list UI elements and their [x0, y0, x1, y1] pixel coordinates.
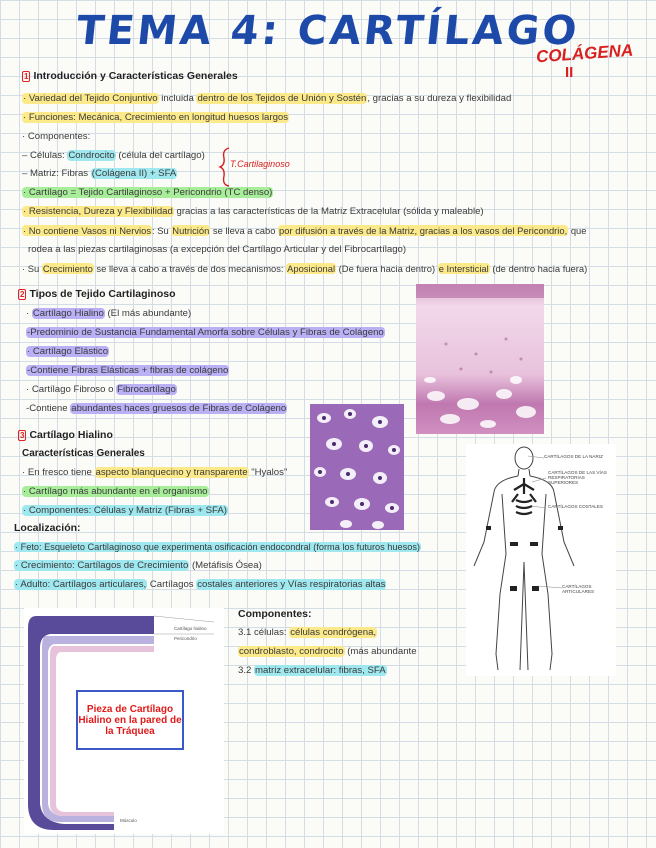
body-cartilage-figure [466, 444, 616, 676]
intro-line-8: · No contiene Vasos ni Nervios: Su Nutrición se lleva a cabo por difusión a través de la Matriz, gracias a los vasos del Pericondrio, que [23, 225, 587, 236]
elastic-histology-image [310, 404, 404, 530]
intro-line-3: · Componentes: [22, 131, 91, 142]
section-1-number: 1 [24, 72, 29, 81]
localization-line-1: · Feto: Esqueleto Cartilaginoso que experimenta osificación endocondral (forma los futuros huesos) [15, 542, 420, 552]
body-label-articular: CARTÍLAGOS ARTICULARES [562, 584, 595, 595]
intro-line-6: · Cartílago = Tejido Cartilaginoso + Pericondrio (TC denso) [23, 187, 273, 198]
intro-line-4: – Células: Condrocito (célula del cartílago) [22, 150, 205, 161]
types-line-4: -Contiene Fibras Elásticas + fibras de colágeno [27, 365, 229, 376]
section-2-number: 2 [20, 290, 25, 299]
section-3-subheading: Características Generales [22, 448, 145, 459]
components-line-3: 3.2 matriz extracelular: fibras, SFA [238, 665, 386, 676]
page-title: TEMA 4: CARTÍLAGO [74, 8, 582, 54]
localization-heading: Localización: [14, 522, 81, 534]
intro-line-1: · Variedad del Tejido Conjuntivo incluida dentro de los Tejidos de Unión y Sostén, gracias a su dureza y flexibilidad [23, 93, 512, 104]
section-2-title: Tipos de Tejido Cartilaginoso [29, 288, 176, 300]
types-line-1: · Cartílago Hialino (El más abundante) [26, 308, 192, 319]
intro-line-9: rodea a las piezas cartilaginosas (a excepción del Cartílago Articular y del Fibrocartílago) [28, 244, 407, 255]
side-note-colagena: COLÁGENA [535, 40, 634, 67]
trachea-label-muscle: Músculo [120, 818, 137, 823]
side-note-type: II [565, 64, 574, 81]
types-line-2: -Predominio de Sustancia Fundamental Amorfa sobre Células y Fibras de Colágeno [27, 327, 384, 338]
section-1-title: Introducción y Características Generales [33, 70, 238, 82]
section-2-heading [18, 288, 176, 300]
types-line-3: · Cartílago Elástico [27, 346, 109, 357]
components-line-1: 3.1 células: células condrógena, [238, 627, 377, 638]
localization-line-2: · Crecimiento: Cartílagos de Crecimiento (Metáfisis Ósea) [15, 560, 262, 571]
section-1-heading [22, 70, 238, 82]
components-heading: Componentes: [238, 608, 312, 620]
intro-line-7: · Resistencia, Dureza y Flexibilidad gracias a las características de la Matriz Extracelular (sólida y maleable) [23, 206, 484, 217]
body-label-nose: CARTÍLAGOS DE LA NARIZ [544, 454, 603, 459]
section-3-number: 3 [20, 431, 25, 440]
localization-line-3: · Adulto: Cartílagos articulares, Cartílagos costales anteriores y Vías respiratorias altas [15, 579, 386, 590]
body-label-airways: CARTÍLAGOS DE LAS VÍAS RESPIRATORIAS SUPERIORES [548, 470, 607, 486]
hyaline-line-1: · En fresco tiene aspecto blanquecino y transparente "Hyalos" [22, 467, 288, 478]
intro-line-5: – Matriz: Fibras (Colágena II) + SFA [22, 168, 177, 179]
section-3-title: Cartílago Hialino [29, 429, 113, 441]
types-line-5: · Cartílago Fibroso o Fibrocartílago [26, 384, 176, 395]
hyaline-histology-image [416, 284, 544, 434]
trachea-label-perichondrium: Pericondrio [174, 636, 197, 641]
section-3-heading [18, 429, 113, 441]
intro-line-2: · Funciones: Mecánica, Crecimiento en longitud huesos largos [23, 112, 289, 123]
intro-line-10: · Su Crecimiento se lleva a cabo a través de dos mecanismos: Aposicional (De fuera hacia dentro) e Intersticial (de dentro hacia fuera) [22, 263, 588, 274]
trachea-label-cartilage: Cartílago hialino [174, 626, 207, 631]
bracket-note: T.Cartilaginoso [230, 159, 290, 169]
trachea-caption: Pieza de Cartílago Hialino en la pared de la Tráquea [76, 690, 184, 750]
hyaline-line-3: · Componentes: Células y Matriz (Fibras + SFA) [23, 505, 227, 516]
hyaline-line-2: · Cartílago más abundante en el organismo [23, 486, 208, 497]
components-line-2: condroblasto, condrocito (más abundante [239, 646, 417, 657]
body-label-costal: CARTÍLAGOS COSTALES [548, 504, 603, 509]
types-line-6: -Contiene abundantes haces gruesos de Fibras de Colágeno [26, 403, 287, 414]
